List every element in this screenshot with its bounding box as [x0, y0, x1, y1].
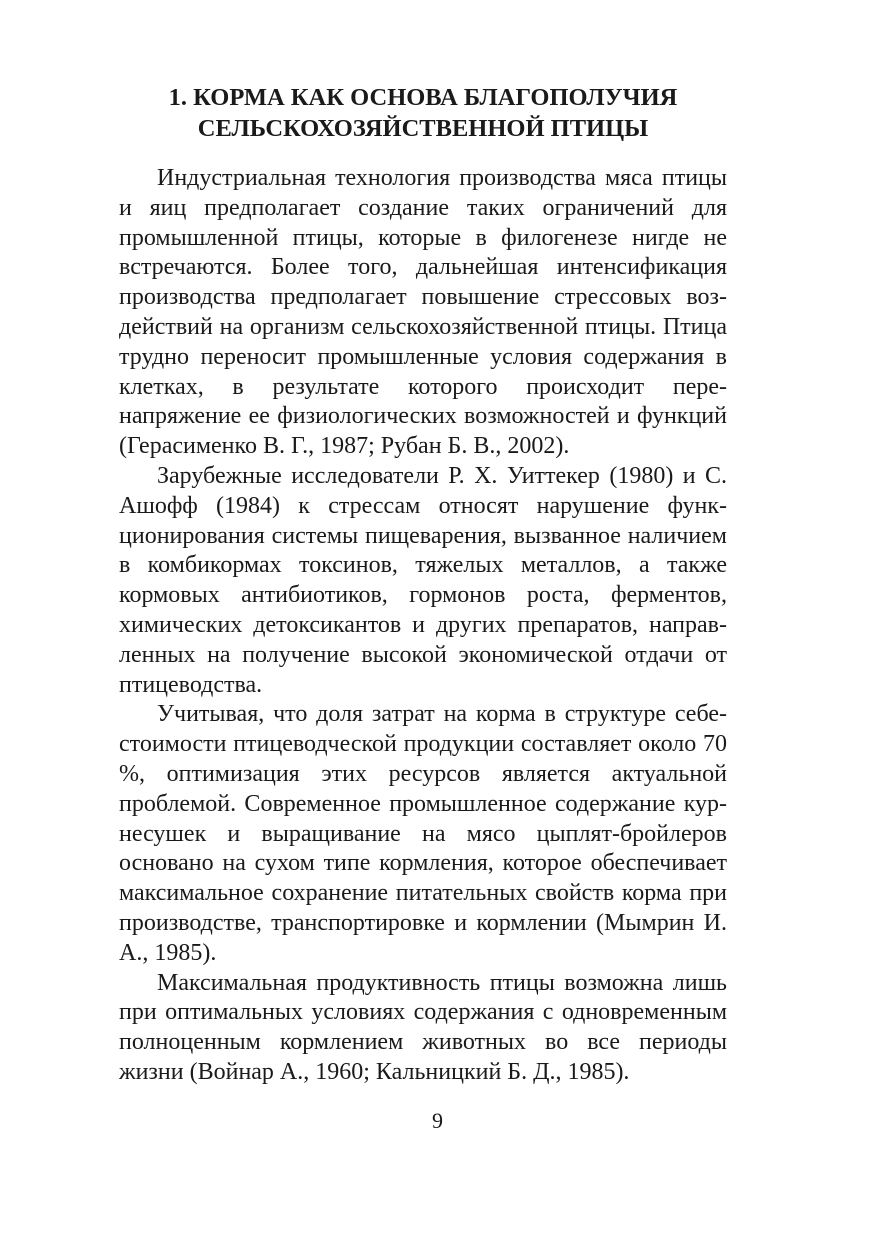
chapter-title [119, 82, 727, 144]
chapter-title-line-1: 1. КОРМА КАК ОСНОВА БЛАГОПОЛУЧИЯ [168, 84, 678, 111]
paragraph-1: Индустриальная технология производства мяса птицы и яиц предполагает создание таких ограничений для промышленной птицы, которые в филогенезе нигде не встречаются. Более того, дальнейшая интенсификация производства предполагает повышение стрессовых воздействий на организм сельскохозяйственной птицы. Птица трудно переносит промышленные условия содержания в клетках, в результате которого происходит перенапряжение ее физиологических возможностей и функций (Герасименко В. Г., 1987; Рубан Б. В., 2002). [119, 165, 727, 460]
chapter-title-line-2: СЕЛЬСКОХОЗЯЙСТВЕННОЙ ПТИЦЫ [197, 115, 649, 142]
paragraph-2: Зарубежные исследователи Р. Х. Уиттекер (1980) и С. Ашофф (1984) к стрессам относят нарушение функционирования системы пищеварения, вызванное наличием в комбикормах токсинов, тяжелых металлов, а также кормовых антибиотиков, гормонов роста, ферментов, химических детоксикантов и других препаратов, направленных на получение высокой экономической отдачи от птицеводства. [119, 462, 727, 698]
page-number: 9 [432, 1108, 443, 1133]
page-content [119, 82, 727, 1088]
paragraph-4: Максимальная продуктивность птицы возможна лишь при оптимальных условиях содержания с одновременным полноценным кормлением животных во все периоды жизни (Войнар А., 1960; Кальницкий Б. Д., 1985). [119, 969, 727, 1085]
body-text [119, 164, 727, 1088]
paragraph-3: Учитывая, что доля затрат на корма в структуре себестоимости птицеводческой продукции составляет около 70 %, оптимизация этих ресурсов является актуальной проблемой. Современное промышленное содержание кур-несушек и выращивание на мясо цыплят-бройлеров основано на сухом типе кормления, которое обеспечивает максимальное сохранение питательных свойств корма при производстве, транспортировке и кормлении (Мымрин И. А., 1985). [119, 701, 727, 966]
